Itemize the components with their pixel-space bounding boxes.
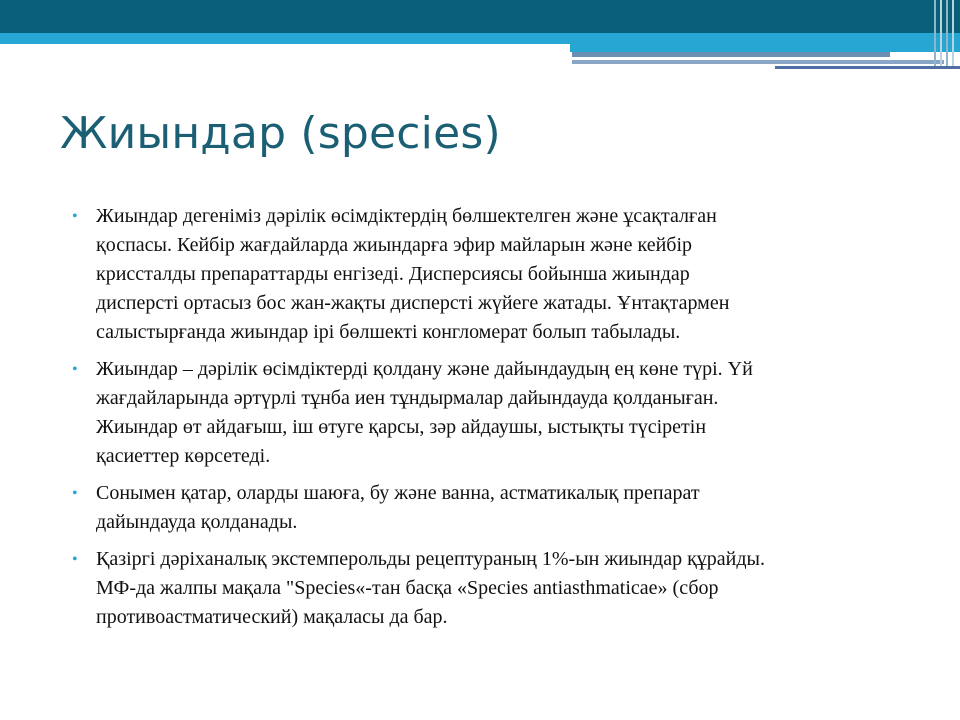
bullet-line: Қазіргі дәріханалық экстемперольды рецептураның 1%-ын жиындар құрайды. xyxy=(96,548,765,570)
bullet-line: Сонымен қатар, оларды шаюға, бу және ванна, астматикалық препарат xyxy=(96,482,700,504)
header-vertical-line xyxy=(952,0,954,66)
header-vertical-line xyxy=(946,0,948,66)
bullet-line: крисcталды препараттарды енгізеді. Дисперсиясы бойынша жиындар xyxy=(96,263,690,285)
header-vertical-line xyxy=(934,0,936,66)
bullet-dot-icon: • xyxy=(72,361,78,378)
bullet-line: дисперсті ортасыз бос жан-жақты дисперсті жүйеге жатады. Ұнтақтармен xyxy=(96,292,730,314)
bullet-item xyxy=(72,202,917,347)
bullet-line: Жиындар дегеніміз дәрілік өсімдіктердің бөлшектелген және ұсақталған xyxy=(96,205,717,227)
header-band-dark xyxy=(0,0,960,33)
bullet-item xyxy=(72,545,917,632)
slide-title: Жиындар (species) xyxy=(60,108,501,159)
bullet-item xyxy=(72,479,917,537)
header-band-step xyxy=(570,42,960,52)
bullet-line: жағдайларында әртүрлі тұнба иен тұндырмалар дайындауда қолданыған. xyxy=(96,387,719,409)
bullet-line: қасиеттер көрсетеді. xyxy=(96,445,271,467)
header-stripe xyxy=(572,52,890,57)
bullet-line: Жиындар – дәрілік өсімдіктерді қолдану және дайындаудың ең көне түрі. Үй xyxy=(96,358,753,380)
header-vertical-line xyxy=(940,0,942,66)
bullet-line: қоспасы. Кейбір жағдайларда жиындарға эфир майларын және кейбір xyxy=(96,234,693,256)
bullet-line: салыстырғанда жиындар ірі бөлшекті конгломерат болып табылады. xyxy=(96,321,681,343)
header-stripe xyxy=(572,60,944,64)
bullet-line: Жиындар өт айдағыш, іш өтуге қарсы, зәр айдаушы, ыстықты түсіретін xyxy=(96,416,707,438)
bullet-line: противоастматический) мақаласы да бар. xyxy=(96,606,448,628)
bullet-item xyxy=(72,355,917,471)
bullet-list xyxy=(72,202,917,640)
bullet-line: МФ-да жалпы мақала "Species«-тан басқа «Species antiasthmaticae» (сбор xyxy=(96,577,719,599)
bullet-dot-icon: • xyxy=(72,551,78,568)
bullet-dot-icon: • xyxy=(72,208,78,225)
header-stripe xyxy=(775,66,960,69)
bullet-dot-icon: • xyxy=(72,485,78,502)
bullet-line: дайындауда қолданады. xyxy=(96,511,298,533)
